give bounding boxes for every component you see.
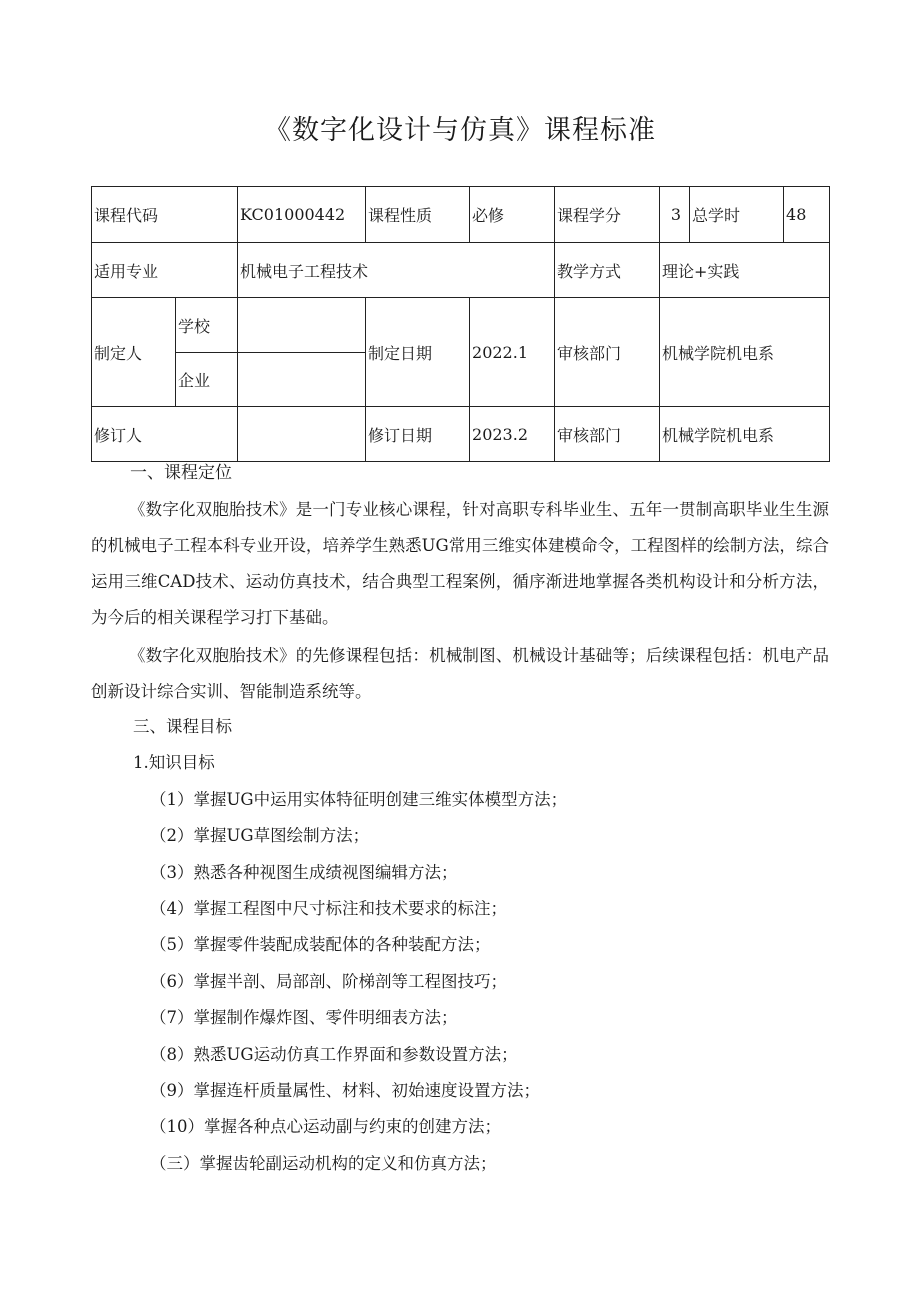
enterprise-value (238, 353, 366, 407)
section-course-positioning (0, 456, 920, 710)
list-item: （5）掌握零件装配成装配体的各种装配方法； (150, 935, 491, 955)
list-item: （三）掌握齿轮副运动机构的定义和仿真方法； (150, 1153, 497, 1173)
list-item: （7）掌握制作爆炸图、零件明细表方法； (150, 1008, 458, 1028)
credit-label: 课程学分 (555, 187, 660, 243)
section-heading: 一、课程定位 (130, 463, 232, 483)
page-title: 《数字化设计与仿真》课程标准 (264, 115, 656, 146)
table-row (92, 187, 830, 243)
list-item: （3）熟悉各种视图生成绩视图编辑方法； (150, 862, 458, 882)
list-item: （9）掌握连杆质量属性、材料、初始速度设置方法； (150, 1081, 540, 1101)
list-item: （2）掌握UG草图绘制方法； (150, 826, 370, 846)
list-item: （8）熟悉UG运动仿真工作界面和参数设置方法； (150, 1044, 518, 1064)
revise-date-value: 2023.2 (470, 407, 555, 462)
course-code-label: 课程代码 (92, 187, 238, 243)
dept-value-2: 机械学院机电系 (660, 407, 830, 462)
enterprise-label: 企业 (176, 353, 238, 407)
table-row (92, 243, 830, 298)
course-code-value: KC01000442 (238, 187, 366, 243)
reviser-label: 修订人 (92, 407, 238, 462)
paragraph: 《数字化双胞胎技术》的先修课程包括：机械制图、机械设计基础等；后续课程包括：机电产品创新设计综合实训、智能制造系统等。 (91, 646, 829, 701)
dept-value: 机械学院机电系 (660, 298, 830, 407)
list-item: （4）掌握工程图中尺寸标注和技术要求的标注； (150, 899, 507, 919)
date-value: 2022.1 (470, 298, 555, 407)
major-value: 机械电子工程技术 (238, 243, 555, 298)
paragraph: 《数字化双胞胎技术》是一门专业核心课程，针对高职专科毕业生、五年一贯制高职毕业生生源的机械电子工程本科专业开设，培养学生熟悉UG常用三维实体建模命令，工程图样的绘制方法，综合运用三维CAD技术、运动仿真技术，结合典型工程案例，循序渐进地掌握各类机构设计和分析方法，为今后的相关课程学习打下基础。 (91, 500, 829, 627)
school-value (238, 298, 366, 353)
table-row (92, 298, 830, 353)
hours-label: 总学时 (690, 187, 784, 243)
credit-value: 3 (660, 187, 690, 243)
table-row (92, 407, 830, 462)
list-item: （1）掌握UG中运用实体特征明创建三维实体模型方法； (150, 789, 568, 809)
section-heading: 三、课程目标 (133, 717, 232, 736)
revise-date-label: 修订日期 (366, 407, 470, 462)
course-info-table (91, 186, 830, 462)
hours-value: 48 (784, 187, 830, 243)
method-label: 教学方式 (555, 243, 660, 298)
date-label: 制定日期 (366, 298, 470, 407)
list-item: （6）掌握半剖、局部剖、阶梯剖等工程图技巧； (150, 971, 507, 991)
section-course-goals (0, 709, 920, 1182)
dept-label-2: 审核部门 (555, 407, 660, 462)
nature-value: 必修 (470, 187, 555, 243)
method-value: 理论+实践 (660, 243, 830, 298)
school-label: 学校 (176, 298, 238, 353)
dept-label: 审核部门 (555, 298, 660, 407)
nature-label: 课程性质 (366, 187, 470, 243)
reviser-value (238, 407, 366, 462)
author-label: 制定人 (92, 298, 176, 407)
major-label: 适用专业 (92, 243, 238, 298)
sub-heading: 1.知识目标 (133, 753, 215, 773)
list-item: （10）掌握各种点心运动副与约束的创建方法； (150, 1117, 501, 1137)
